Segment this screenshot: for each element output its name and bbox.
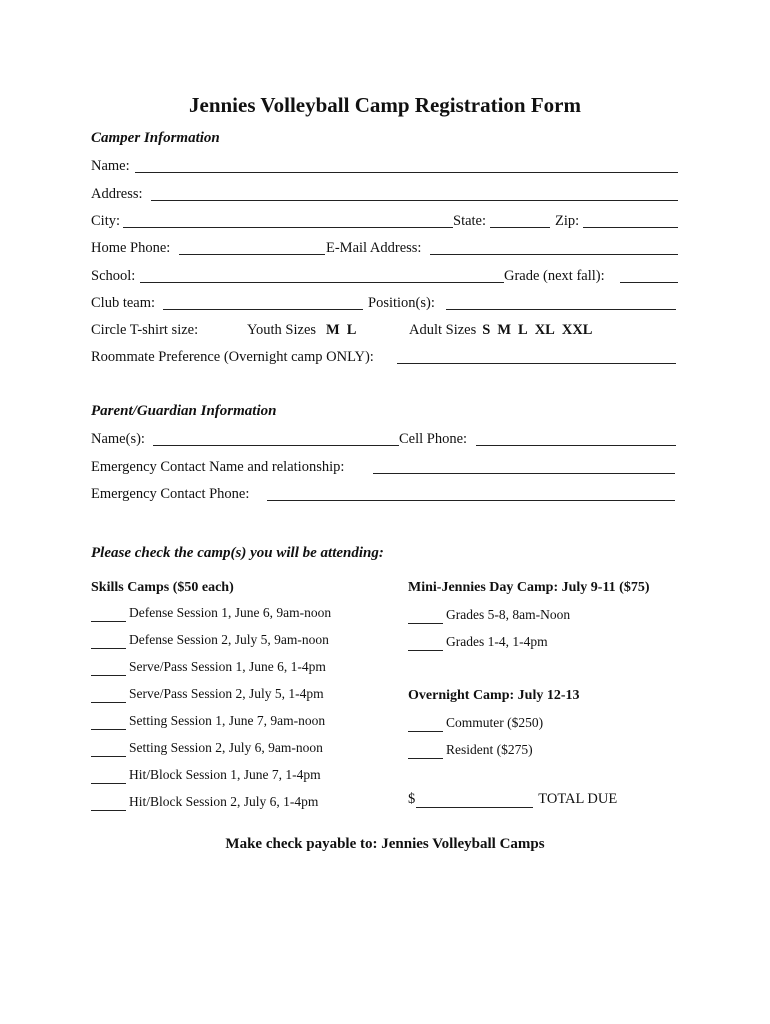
emergency-name-label: Emergency Contact Name and relationship: — [91, 459, 345, 475]
skills-camp-item — [91, 685, 324, 703]
city-label: City: — [91, 213, 121, 229]
camp-label: Resident ($275) — [446, 742, 533, 757]
camp-label: Setting Session 1, June 7, 9am-noon — [129, 713, 326, 728]
total-due-row — [408, 790, 617, 808]
name-label: Name: — [91, 158, 130, 174]
overnight-camp-heading: Overnight Camp: July 12-13 — [408, 688, 580, 703]
total-due-label: TOTAL DUE — [538, 791, 618, 807]
camps-prompt: Please check the camp(s) you will be attending: — [91, 545, 384, 561]
home-phone-field[interactable] — [179, 254, 325, 255]
dollar-sign: $ — [408, 791, 416, 807]
grade-field[interactable] — [620, 282, 678, 283]
camp-checkbox-line[interactable] — [408, 744, 443, 759]
youth-sizes-label: Youth Sizes — [247, 322, 317, 338]
adult-sizes-label: Adult Sizes — [409, 322, 477, 338]
position-field[interactable] — [446, 309, 676, 310]
camp-label: Hit/Block Session 2, July 6, 1-4pm — [129, 794, 319, 809]
adult-size-option[interactable]: M — [497, 322, 512, 338]
roommate-label: Roommate Preference (Overnight camp ONLY): — [91, 349, 374, 365]
camp-checkbox-line[interactable] — [91, 742, 126, 757]
mini-camp-item — [408, 606, 570, 624]
skills-camps-heading: Skills Camps ($50 each) — [91, 580, 234, 595]
payment-note: Make check payable to: Jennies Volleyball Camps — [225, 836, 545, 852]
camp-checkbox-line[interactable] — [91, 715, 126, 730]
camp-label: Serve/Pass Session 1, June 6, 1-4pm — [129, 659, 326, 674]
zip-field[interactable] — [583, 227, 678, 228]
grade-label: Grade (next fall): — [504, 268, 605, 284]
skills-camp-item — [91, 631, 329, 649]
city-field[interactable] — [123, 227, 453, 228]
camper-info-heading: Camper Information — [91, 130, 220, 146]
camp-checkbox-line[interactable] — [91, 634, 126, 649]
email-field[interactable] — [430, 254, 678, 255]
youth-size-option[interactable]: M — [326, 322, 340, 338]
cell-phone-field[interactable] — [476, 445, 676, 446]
tshirt-label: Circle T-shirt size: — [91, 322, 199, 338]
skills-camp-item — [91, 793, 318, 811]
camp-checkbox-line[interactable] — [408, 717, 443, 732]
email-label: E-Mail Address: — [326, 240, 422, 256]
skills-camp-item — [91, 604, 331, 622]
emergency-name-field[interactable] — [373, 473, 675, 474]
camp-label: Defense Session 2, July 5, 9am-noon — [129, 632, 329, 647]
overnight-camp-item — [408, 714, 543, 732]
parent-info-heading: Parent/Guardian Information — [91, 403, 277, 419]
adult-size-option[interactable]: L — [518, 322, 528, 338]
school-label: School: — [91, 268, 136, 284]
mini-camp-item — [408, 633, 548, 651]
roommate-field[interactable] — [397, 363, 676, 364]
club-team-label: Club team: — [91, 295, 156, 311]
youth-size-option[interactable]: L — [346, 322, 357, 338]
parent-names-label: Name(s): — [91, 431, 145, 447]
adult-sizes — [409, 321, 599, 339]
camp-label: Grades 5-8, 8am-Noon — [446, 607, 571, 622]
adult-size-option[interactable]: XL — [534, 322, 555, 338]
mini-jennies-heading: Mini-Jennies Day Camp: July 9-11 ($75) — [408, 580, 650, 595]
cell-phone-label: Cell Phone: — [399, 431, 468, 447]
club-team-field[interactable] — [163, 309, 363, 310]
camp-checkbox-line[interactable] — [91, 661, 126, 676]
emergency-phone-label: Emergency Contact Phone: — [91, 486, 250, 502]
skills-camp-item — [91, 766, 321, 784]
youth-sizes — [247, 321, 363, 339]
form-title: Jennies Volleyball Camp Registration Form — [189, 93, 581, 117]
camp-checkbox-line[interactable] — [408, 636, 443, 651]
skills-camp-item — [91, 739, 323, 757]
camp-label: Serve/Pass Session 2, July 5, 1-4pm — [129, 686, 324, 701]
adult-size-option[interactable]: S — [482, 322, 491, 338]
skills-camp-item — [91, 712, 325, 730]
camp-label: Hit/Block Session 1, June 7, 1-4pm — [129, 767, 321, 782]
overnight-camp-item — [408, 741, 533, 759]
camp-checkbox-line[interactable] — [91, 688, 126, 703]
total-due-field[interactable] — [416, 793, 533, 808]
camp-label: Commuter ($250) — [446, 715, 544, 730]
camp-checkbox-line[interactable] — [91, 769, 126, 784]
emergency-phone-field[interactable] — [267, 500, 675, 501]
camp-label: Grades 1-4, 1-4pm — [446, 634, 548, 649]
parent-names-field[interactable] — [153, 445, 399, 446]
skills-camp-item — [91, 658, 326, 676]
adult-size-option[interactable]: XXL — [561, 322, 593, 338]
home-phone-label: Home Phone: — [91, 240, 171, 256]
camp-checkbox-line[interactable] — [408, 609, 443, 624]
camp-checkbox-line[interactable] — [91, 607, 126, 622]
camp-checkbox-line[interactable] — [91, 796, 126, 811]
camp-label: Setting Session 2, July 6, 9am-noon — [129, 740, 323, 755]
state-label: State: — [453, 213, 487, 229]
position-label: Position(s): — [368, 295, 435, 311]
school-field[interactable] — [140, 282, 504, 283]
address-label: Address: — [91, 186, 143, 202]
name-field[interactable] — [135, 172, 678, 173]
address-field[interactable] — [151, 200, 678, 201]
zip-label: Zip: — [555, 213, 580, 229]
state-field[interactable] — [490, 227, 550, 228]
camp-label: Defense Session 1, June 6, 9am-noon — [129, 605, 332, 620]
